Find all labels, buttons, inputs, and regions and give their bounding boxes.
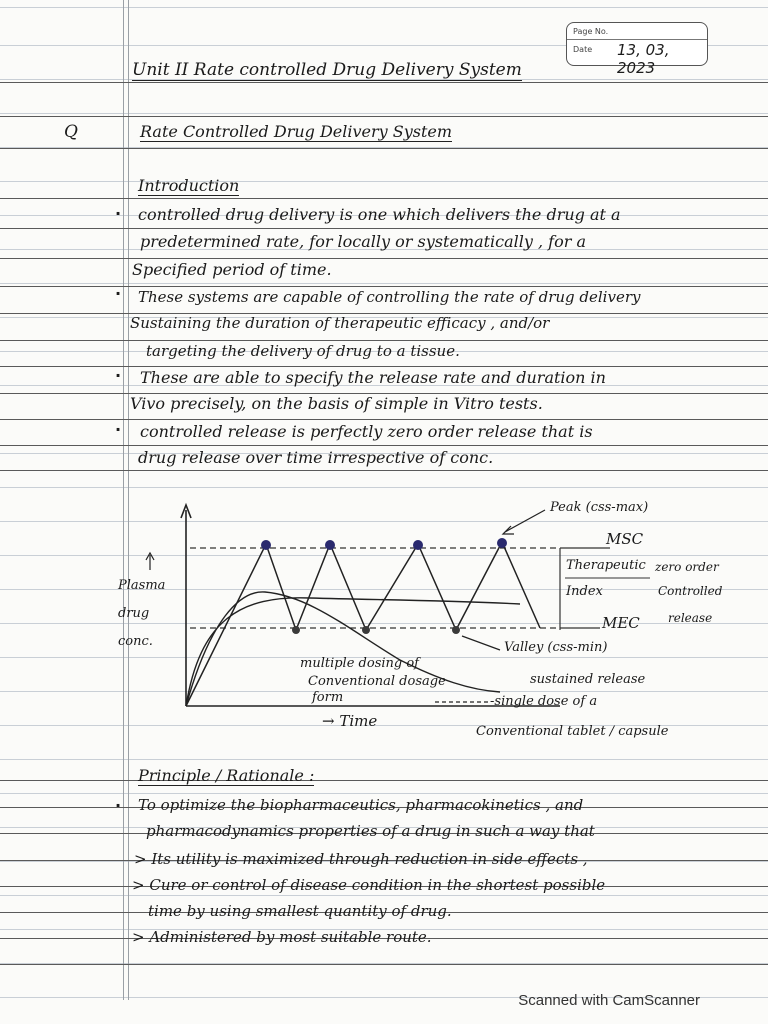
principle-line: > Administered by most suitable route. (132, 928, 432, 946)
multiple-dosing-label: Conventional dosage (308, 674, 446, 689)
peak-marker (497, 538, 507, 548)
intro-line: drug release over time irrespective of conc. (138, 448, 494, 467)
peak-marker (413, 540, 423, 550)
principle-line: time by using smallest quantity of drug. (148, 902, 452, 920)
multiple-dosing-label: multiple dosing of (300, 656, 419, 671)
introduction-title: Introduction (138, 176, 240, 195)
bullet-4: · (115, 420, 122, 439)
release-label: release (668, 611, 713, 625)
y-label-conc: conc. (118, 634, 153, 649)
single-dose-label: -single dose of a (490, 694, 598, 709)
intro-line: Specified period of time. (132, 260, 332, 279)
conventional-tablet-label: Conventional tablet / capsule (476, 724, 669, 739)
principle-line: > Its utility is maximized through reduction in side effects , (134, 850, 588, 868)
principle-line: To optimize the biopharmaceutics, pharmacokinetics , and (138, 796, 584, 814)
index-label: Index (566, 584, 603, 599)
zero-order-label: zero order (655, 560, 719, 574)
peak-marker (261, 540, 271, 550)
mec-label: MEC (602, 614, 640, 632)
topic-title: Rate Controlled Drug Delivery System (140, 122, 453, 141)
time-label: → Time (322, 712, 378, 730)
valley-marker (452, 626, 460, 634)
valley-label: Valley (css-min) (504, 640, 608, 655)
valley-arrow (462, 636, 500, 650)
intro-line: controlled drug delivery is one which delivers the drug at a (138, 205, 621, 224)
intro-line: targeting the delivery of drug to a tissue. (146, 342, 460, 360)
intro-line: predetermined rate, for locally or systematically , for a (140, 232, 587, 251)
unit-heading: Unit II Rate controlled Drug Delivery System (132, 60, 522, 80)
bullet-1: · (115, 204, 122, 223)
multiple-dosing-label: form (312, 690, 344, 705)
valley-marker (362, 626, 370, 634)
bullet-3: · (115, 366, 122, 385)
peak-marker (325, 540, 335, 550)
valley-marker (292, 626, 300, 634)
principle-line: > Cure or control of disease condition in the shortest possible (132, 876, 606, 894)
intro-line: These are able to specify the release rate and duration in (140, 368, 606, 387)
y-label-drug: drug (118, 606, 150, 621)
question-mark: Q (64, 122, 78, 142)
y-label-plasma: Plasma (118, 578, 166, 593)
intro-line: Vivo precisely, on the basis of simple in Vitro tests. (130, 394, 543, 413)
intro-line: These systems are capable of controlling the rate of drug delivery (138, 288, 641, 306)
sustained-release-curve (186, 598, 520, 706)
therapeutic-label: Therapeutic (566, 558, 646, 573)
page-no-label: Page No. (573, 27, 609, 36)
intro-line: controlled release is perfectly zero order release that is (140, 422, 593, 441)
peak-arrow (505, 510, 545, 532)
intro-line: Sustaining the duration of therapeutic efficacy , and/or (130, 314, 550, 332)
date-label: Date (573, 45, 593, 54)
principle-title: Principle / Rationale : (138, 766, 315, 785)
bullet-5: · (115, 796, 122, 815)
date-value: 13, 03, 2023 (617, 41, 670, 77)
principle-line: pharmacodynamics properties of a drug in such a way that (146, 822, 595, 840)
msc-label: MSC (606, 530, 644, 548)
scanner-watermark: Scanned with CamScanner (518, 992, 700, 1009)
bullet-2: · (115, 284, 122, 303)
controlled-label: Controlled (658, 584, 723, 598)
sustained-release-label: sustained release (530, 672, 646, 687)
peak-label: Peak (css-max) (550, 500, 649, 515)
